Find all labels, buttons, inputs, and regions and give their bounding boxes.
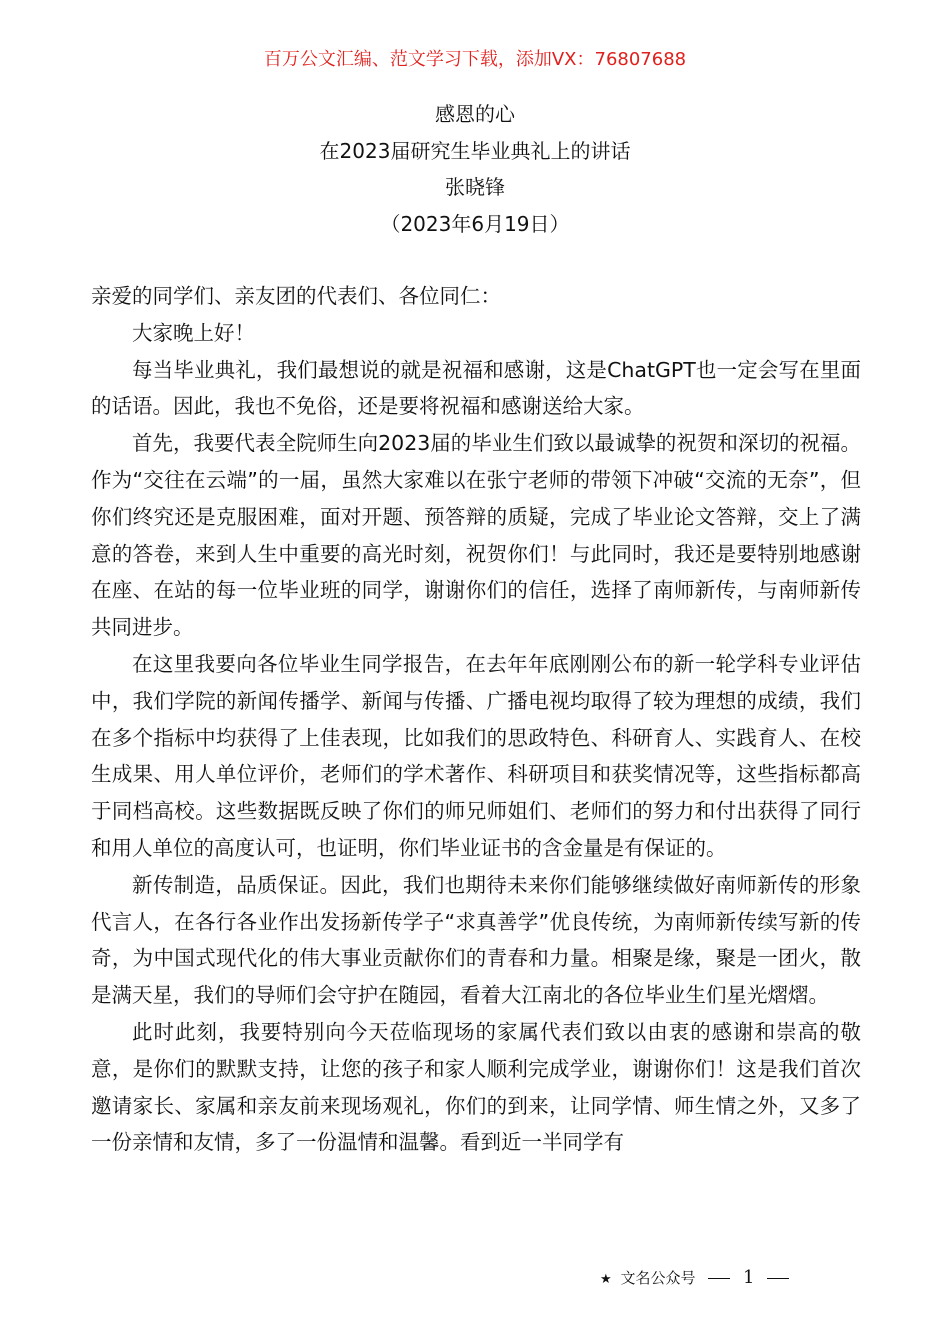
page-number: 1 [743, 1267, 755, 1288]
paragraph: 新传制造，品质保证。因此，我们也期待未来你们能够继续做好南师新传的形象代言人，在各行各业作出发扬新传学子“求真善学”优良传统，为南师新传续写新的传奇，为中国式现代化的伟大事业贡献你们的青春和力量。相聚是缘，聚是一团火，散是满天星，我们的导师们会守护在随园，看着大江南北的各位毕业生们星光熠熠。 [91, 872, 861, 1008]
paragraph: 在这里我要向各位毕业生同学报告，在去年年底刚刚公布的新一轮学科专业评估中，我们学院的新闻传播学、新闻与传播、广播电视均取得了较为理想的成绩，我们在多个指标中均获得了上佳表现，比如我们的思政特色、科研育人、实践育人、在校生成果、用人单位评价，老师们的学术著作、科研项目和获奖情况等，这些指标都高于同档高校。这些数据既反映了你们的师兄师姐们、老师们的努力和付出获得了同行和用人单位的高度认可，也证明，你们毕业证书的含金量是有保证的。 [91, 651, 861, 860]
salutation: 亲爱的同学们、亲友团的代表们、各位同仁： [91, 284, 501, 308]
document-subtitle: 在2023届研究生毕业典礼上的讲话 [319, 138, 631, 163]
header-banner: 百万公文汇编、范文学习下载，添加VX：76807688 [263, 49, 687, 70]
paragraph: 首先，我要代表全院师生向2023届的毕业生们致以最诚挚的祝贺和深切的祝福。作为“交往在云端”的一届，虽然大家难以在张宁老师的带领下冲破“交流的无奈”，但你们终究还是克服困难，面对开题、预答辩的质疑，完成了毕业论文答辩，交上了满意的答卷，来到人生中重要的高光时刻，祝贺你们！与此同时，我还是要特别地感谢在座、在站的每一位毕业班的同学，谢谢你们的信任，选择了南师新传，与南师新传共同进步。 [91, 431, 861, 640]
greeting: 大家晚上好！ [132, 320, 255, 345]
document-author: 张晓锋 [445, 175, 505, 199]
footer-source: 文名公众号 [620, 1269, 696, 1287]
page-footer [600, 1263, 860, 1295]
paragraph: 此时此刻，我要特别向今天莅临现场的家属代表们致以由衷的感谢和崇高的敬意，是你们的默默支持，让您的孩子和家人顺利完成学业，谢谢你们！这是我们首次邀请家长、家属和亲友前来现场观礼，你们的到来，让同学情、师生情之外，又多了一份亲情和友情，多了一份温情和温馨。看到近一半同学有 [91, 1019, 861, 1155]
footer-dash-left [708, 1278, 730, 1279]
paragraph: 每当毕业典礼，我们最想说的就是祝福和感谢，这是ChatGPT也一定会写在里面的话语。因此，我也不免俗，还是要将祝福和感谢送给大家。 [91, 357, 861, 419]
footer-dash-right [767, 1278, 789, 1279]
star-icon: ★ [600, 1272, 612, 1287]
document-title: 感恩的心 [435, 102, 515, 126]
document-date: （2023年6月19日） [380, 211, 570, 236]
speech-body [91, 278, 861, 1161]
title-block [0, 96, 950, 242]
